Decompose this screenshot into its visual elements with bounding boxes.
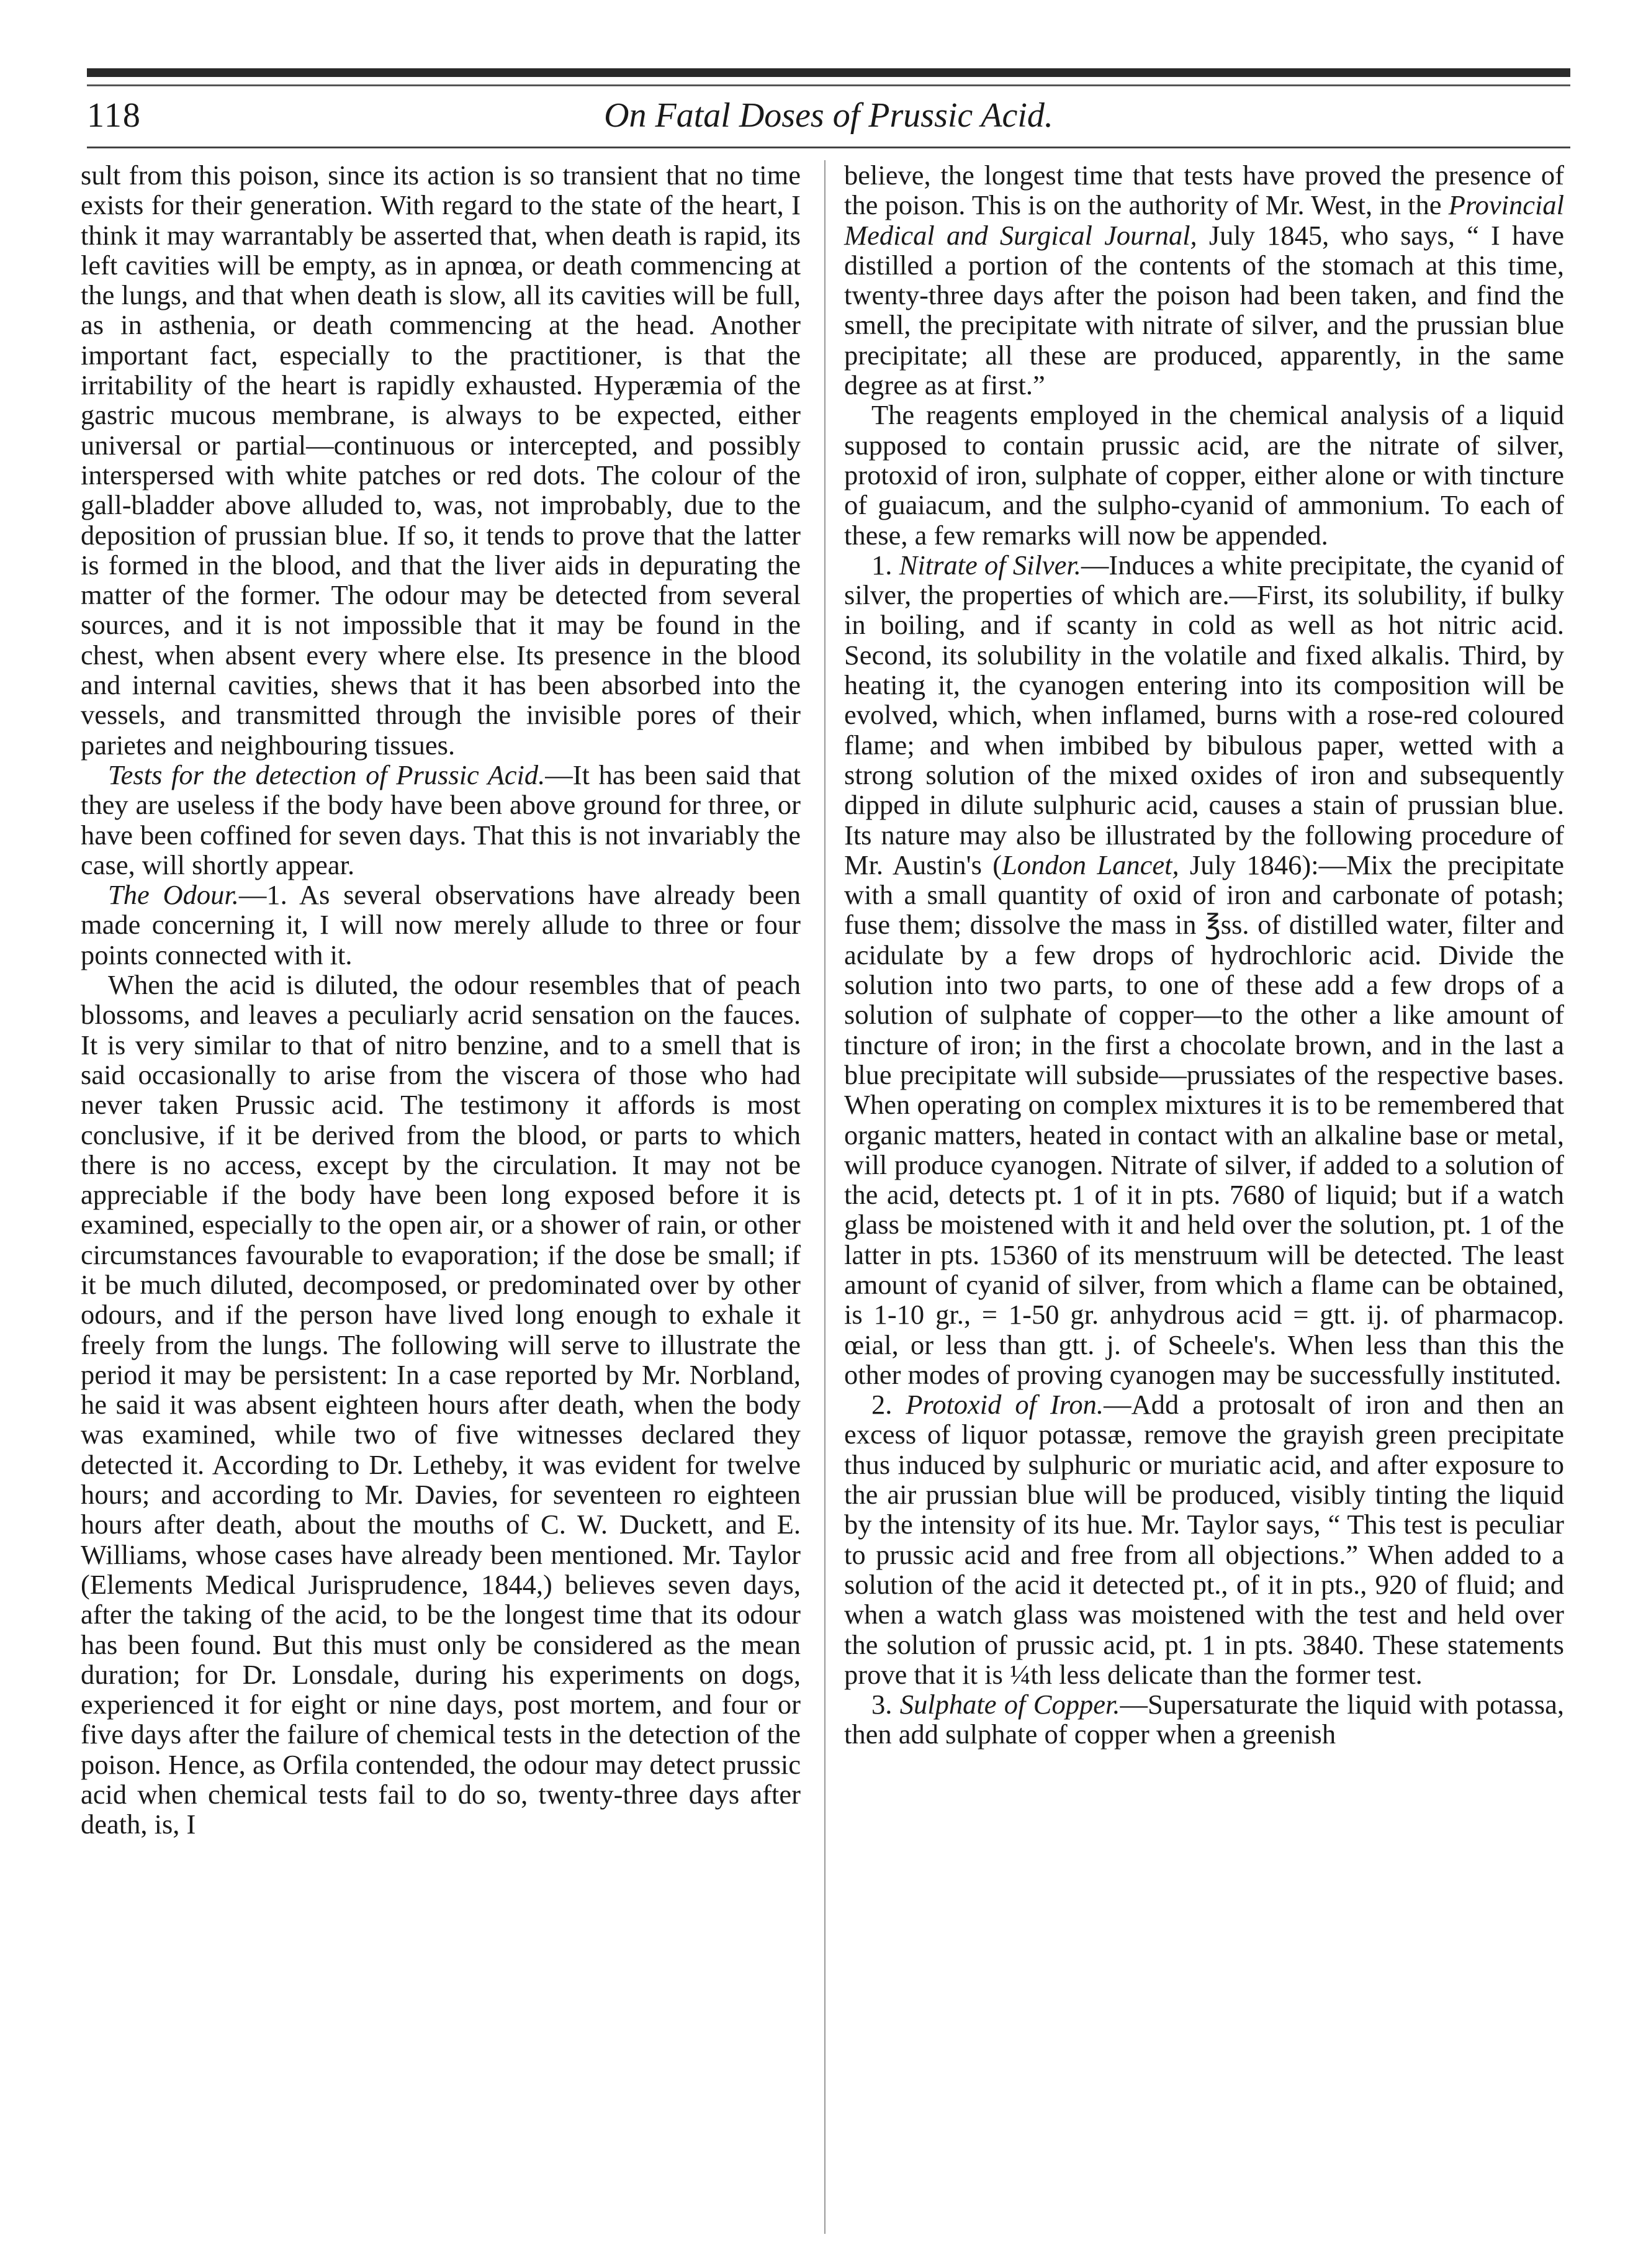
right-paragraph-sulphate	[844, 1689, 1564, 1750]
top-border-thin-rule	[87, 84, 1570, 86]
protoxid-heading: Protoxid of Iron.	[906, 1389, 1104, 1421]
left-column	[81, 160, 801, 1840]
page-number: 118	[87, 96, 142, 135]
right-paragraph-reagents: The reagents employed in the chemical analysis of a liquid supposed to contain prussic acid, are the nitrate of silver, protoxid of iron, sulphate of copper, either alone or with tincture of guaiacum, and the sulpho-cyanid of ammonium. To each of these, a few remarks will now be appended.	[844, 399, 1564, 551]
nitrate-heading: Nitrate of Silver.	[899, 549, 1081, 581]
protoxid-body: —Add a protosalt of iron and then an excess of liquor potassæ, remove the grayish green precipitate thus induced by sulphuric or muriatic acid, and after exposure to the air prussian blue will be produced, visibly tinting the liquid by the intensity of its hue. Mr. Taylor says, “ This test is peculiar to prussic acid and free from all objections.” When added to a solution of the acid it detected pt., of it in pts., 920 of fluid; and when a watch glass was moistened with the test and held over the solution of prussic acid, pt. 1 in pts. 3840. These statements prove that it is ¼th less delicate than the former test.	[844, 1389, 1565, 1690]
lancet-title: London Lancet,	[1002, 849, 1179, 880]
top-border-rule	[87, 68, 1570, 77]
left-paragraph-odour	[81, 880, 801, 970]
sulphate-body: —Supersaturate the liquid with potassa, then add sulphate of copper when a greenish	[844, 1689, 1564, 1750]
left-paragraph-4: When the acid is diluted, the odour resembles that of peach blossoms, and leaves a peculiarly acrid sensation on the fauces. It is very similar to that of nitro benzine, and to a smell that is said occasionally to arise from the viscera of those who had never taken Prussic acid. The testimony it affords is most conclusive, if it be derived from the blood, or parts to which there is no access, except by the circulation. It may not be appreciable if the body have been long exposed before it is examined, especially to the open air, or a shower of rain, or other circumstances favourable to evaporation; if the dose be small; if it be much diluted, decomposed, or predominated over by other odours, and if the person have lived long enough to exhale it freely from the lungs. The following will serve to illustrate the period it may be persistent: In a case reported by Mr. Norbland, he said it was absent eighteen hours after death, when the body was examined, while two of five witnesses declared they detected it. According to Dr. Letheby, it was evident for twelve hours; and according to Mr. Davies, for seventeen ro eighteen hours after death, about the mouths of C. W. Duckett, and E. Williams, whose cases have already been mentioned. Mr. Taylor (Elements Medical Jurisprudence, 1844,) believes seven days, after the taking of the acid, to be the longest time that its odour has been found. But this must only be considered as the mean duration; for Dr. Lonsdale, during his experiments on dogs, experienced it for eight or nine days, post mortem, and four or five days after the failure of chemical tests in the detection of the poison. Hence, as Orfila contended, the odour may detect prussic acid when chemical tests fail to do so, twenty-three days after death, is, I	[81, 969, 801, 1840]
right-p1-text-b: July 1845, who says, “ I have distilled a portion of the contents of the stomach at this time, twenty-three days after the poison had been taken, and find the smell, the precipitate with nitrate of silver, and the prussian blue precipitate; all these are produced, apparently, in the same degree as at first.”	[844, 219, 1564, 401]
odour-heading: The Odour.	[108, 879, 239, 911]
right-paragraph-protoxid	[844, 1389, 1564, 1689]
right-paragraph-nitrate	[844, 550, 1564, 1389]
tests-body: —It has been said that they are useless if the body have been above ground for three, or have been coffined for seven days. That this is not invariably the case, will shortly appear.	[81, 759, 801, 880]
odour-body: —1. As several observations have already been made concerning it, I will now merely allude to three or four points connected with it.	[81, 879, 801, 970]
right-column	[844, 160, 1564, 1750]
protoxid-number: 2.	[871, 1389, 906, 1421]
tests-heading: Tests for the detection of Prussic Acid.	[108, 759, 546, 790]
left-paragraph-tests	[81, 760, 801, 880]
right-p1-text-a: believe, the longest time that tests have proved the presence of the poison. This is on the authority of Mr. West, in the	[844, 160, 1564, 221]
page-header	[87, 93, 1570, 143]
header-rule	[87, 147, 1570, 148]
nitrate-text-b: July 1846):—Mix the precipitate with a small quantity of oxid of iron and carbonate of potash; fuse them; dissolve the mass in ℥ss. of distilled water, filter and acidulate by a few drops of hydrochloric acid. Divide the solution into two parts, to one of these add a few drops of a solution of sulphate of copper—to the other a like amount of tincture of iron; in the first a chocolate brown, and in the last a blue precipitate will subside—prussiates of the respective bases. When operating on complex mixtures it is to be remembered that organic matters, heated in contact with an alkaline base or metal, will produce cyanogen. Nitrate of silver, if added to a solution of the acid, detects pt. 1 of it in pts. 7680 of liquid; but if a watch glass be moistened with it and held over the solution, pt. 1 of the latter in pts. 15360 of its menstruum will be detected. The least amount of cyanid of silver, from which a flame can be obtained, is 1-10 gr., = 1-50 gr. anhydrous acid = gtt. ij. of pharmacop. œial, or less than gtt. j. of Scheele's. When less than this the other modes of proving cyanogen may be successfully instituted.	[844, 849, 1564, 1390]
left-paragraph-1: sult from this poison, since its action is so transient that no time exists for their generation. With regard to the state of the heart, I think it may warrantably be asserted that, when death is rapid, its left cavities will be empty, as in apnœa, or death commencing at the lungs, and that when death is slow, all its cavities will be full, as in asthenia, or death commencing at the head. Another important fact, especially to the practitioner, is that the irritability of the heart is rapidly exhausted. Hyperæmia of the gastric mucous membrane, is always to be expected, either universal or partial—continuous or intercepted, and possibly interspersed with white patches or red dots. The colour of the gall-bladder above alluded to, was, not improbably, due to the deposition of prussian blue. If so, it tends to prove that the latter is formed in the blood, and that the liver aids in depurating the matter of the former. The odour may be detected from several sources, and it is not impossible that it may be found in the chest, when absent every where else. Its presence in the blood and internal cavities, shews that it has been absorbed into the vessels, and transmitted through the invisible pores of their parietes and neighbouring tissues.	[81, 160, 801, 761]
running-title: On Fatal Doses of Prussic Acid.	[604, 96, 1053, 135]
column-divider	[824, 160, 825, 2234]
journal-title: Provincial Medical and Surgical Journal,	[844, 189, 1564, 251]
book-page	[37, 0, 1570, 2268]
nitrate-number: 1.	[871, 549, 899, 581]
sulphate-number: 3.	[871, 1689, 900, 1720]
sulphate-heading: Sulphate of Copper.	[899, 1689, 1120, 1720]
right-paragraph-1	[844, 160, 1564, 400]
nitrate-text-a: —Induces a white precipitate, the cyanid of silver, the properties of which are.—First, its solubility, if bulky in boiling, and if scanty in cold as well as hot nitric acid. Second, its solubility in the volatile and fixed alkalis. Third, by heating it, the cyanogen entering into its composition will be evolved, which, when inflamed, burns with a rose-red coloured flame; and when imbibed by bibulous paper, wetted with a strong solution of the mixed oxides of iron and subsequently dipped in dilute sulphuric acid, causes a stain of prussian blue. Its nature may also be illustrated by the following procedure of Mr. Austin's (	[844, 549, 1564, 880]
